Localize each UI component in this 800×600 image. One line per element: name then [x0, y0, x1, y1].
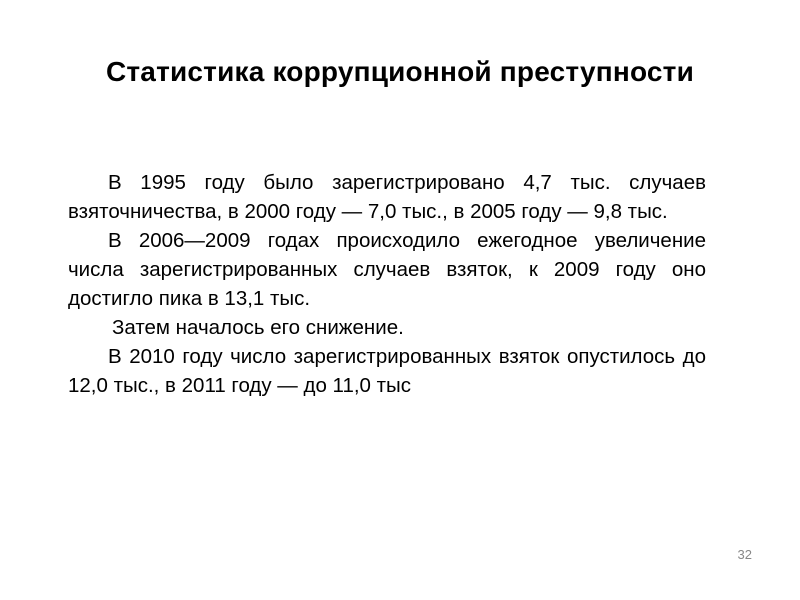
paragraph-1995-2005: В 1995 году было зарегистрировано 4,7 тыс. случаев взяточничества, в 2000 году — 7,0 тыс., в 2005 году — 9,8 тыс. — [68, 171, 706, 223]
paragraph-decline: Затем началось его снижение. — [112, 316, 404, 339]
slide-title: Статистика коррупционной преступности — [105, 56, 695, 87]
paragraph-2006-2009: В 2006—2009 годах происходило ежегодное увеличение числа зарегистрированных случаев взяток, к 2009 году оно достигло пика в 13,1 тыс. — [68, 229, 706, 310]
page-number: 32 — [737, 547, 752, 562]
paragraph-2010-2011: В 2010 году число зарегистрированных взяток опустилось до 12,0 тыс., в 2011 году — до 11,0 тыс — [68, 345, 706, 397]
slide-body — [68, 168, 706, 400]
